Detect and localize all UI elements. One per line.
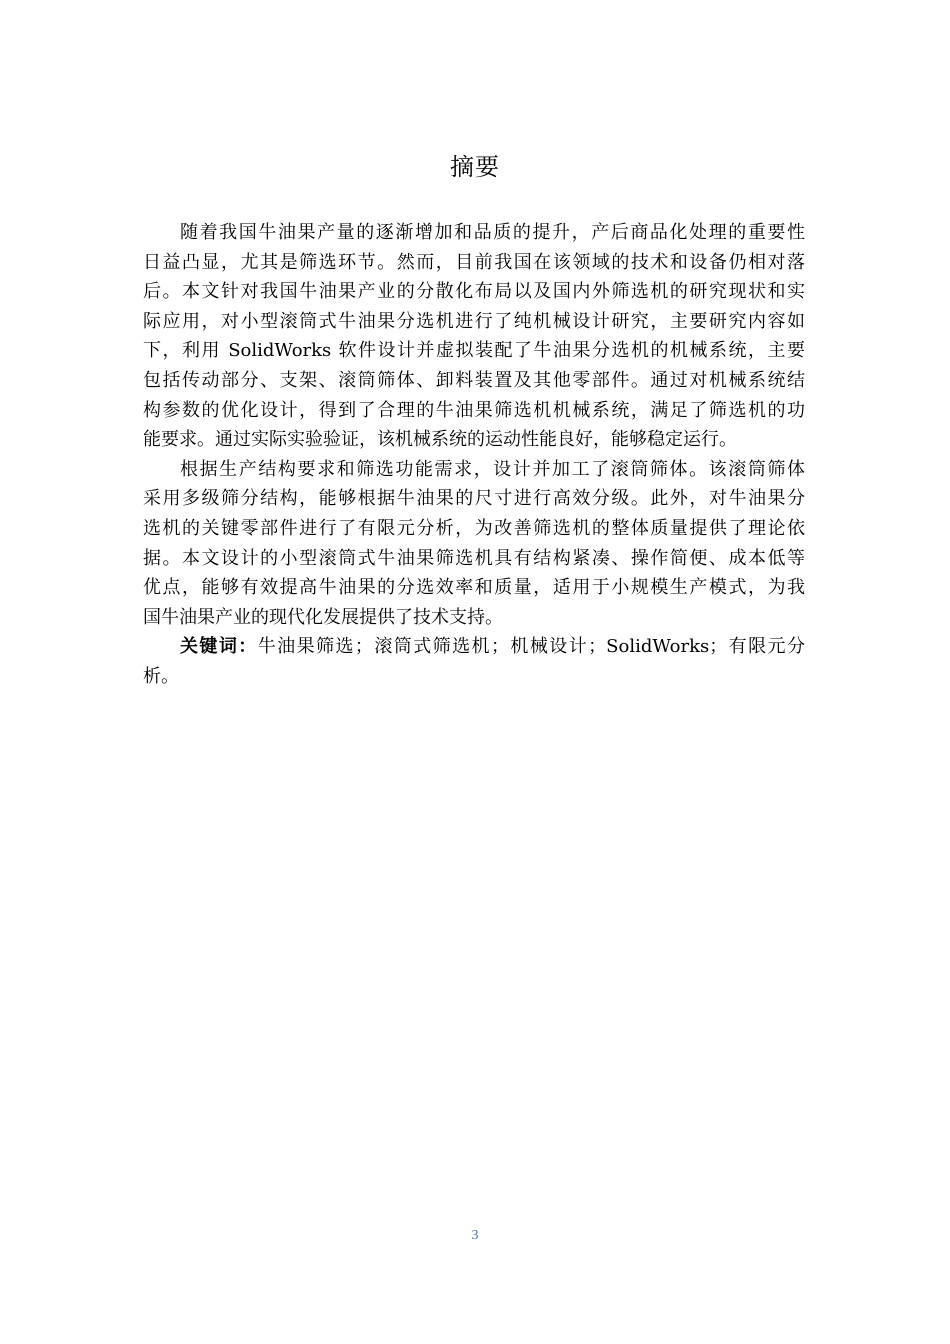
text-line: 能要求。通过实际实验验证，该机械系统的运动性能良好，能够稳定运行。 bbox=[143, 429, 737, 451]
text-line: 根据生产结构要求和筛选功能需求，设计并加工了滚筒筛体。该滚筒筛体 bbox=[180, 458, 805, 480]
keywords-label: 关键词： bbox=[180, 636, 258, 658]
keywords-line: 析。 bbox=[143, 665, 179, 687]
text-line: 优点，能够有效提高牛油果的分选效率和质量，适用于小规模生产模式，为我 bbox=[143, 577, 805, 599]
paragraph-2 bbox=[143, 455, 805, 633]
text-line: 随着我国牛油果产量的逐渐增加和品质的提升，产后商品化处理的重要性 bbox=[180, 222, 805, 243]
keywords-line bbox=[143, 632, 805, 662]
text-line: 日益凸显，尤其是筛选环节。然而，目前我国在该领域的技术和设备仍相对落 bbox=[143, 251, 805, 273]
paragraph-1 bbox=[143, 218, 805, 455]
page-number: 3 bbox=[471, 1228, 479, 1243]
text-line: 构参数的优化设计，得到了合理的牛油果筛选机机械系统，满足了筛选机的功 bbox=[143, 399, 805, 421]
text-line: 选机的关键零部件进行了有限元分析，为改善筛选机的整体质量提供了理论依 bbox=[143, 517, 805, 539]
text-line: 后。本文针对我国牛油果产业的分散化布局以及国内外筛选机的研究现状和实 bbox=[143, 281, 805, 303]
text-line: 际应用，对小型滚筒式牛油果分选机进行了纯机械设计研究，主要研究内容如 bbox=[143, 310, 805, 332]
text-line: 下，利用 SolidWorks 软件设计并虚拟装配了牛油果分选机的机械系统，主要 bbox=[143, 340, 805, 362]
keywords-section bbox=[143, 632, 805, 691]
keywords-text: 牛油果筛选；滚筒式筛选机；机械设计；SolidWorks；有限元分 bbox=[257, 636, 805, 658]
text-line: 采用多级筛分结构，能够根据牛油果的尺寸进行高效分级。此外，对牛油果分 bbox=[143, 488, 805, 510]
abstract-body bbox=[143, 218, 805, 692]
page-title: 摘要 bbox=[450, 153, 500, 181]
text-line: 据。本文设计的小型滚筒式牛油果筛选机具有结构紧凑、操作简便、成本低等 bbox=[143, 547, 805, 569]
text-line: 国牛油果产业的现代化发展提供了技术支持。 bbox=[143, 606, 503, 628]
text-line: 包括传动部分、支架、滚筒筛体、卸料装置及其他零部件。通过对机械系统结 bbox=[143, 369, 805, 391]
